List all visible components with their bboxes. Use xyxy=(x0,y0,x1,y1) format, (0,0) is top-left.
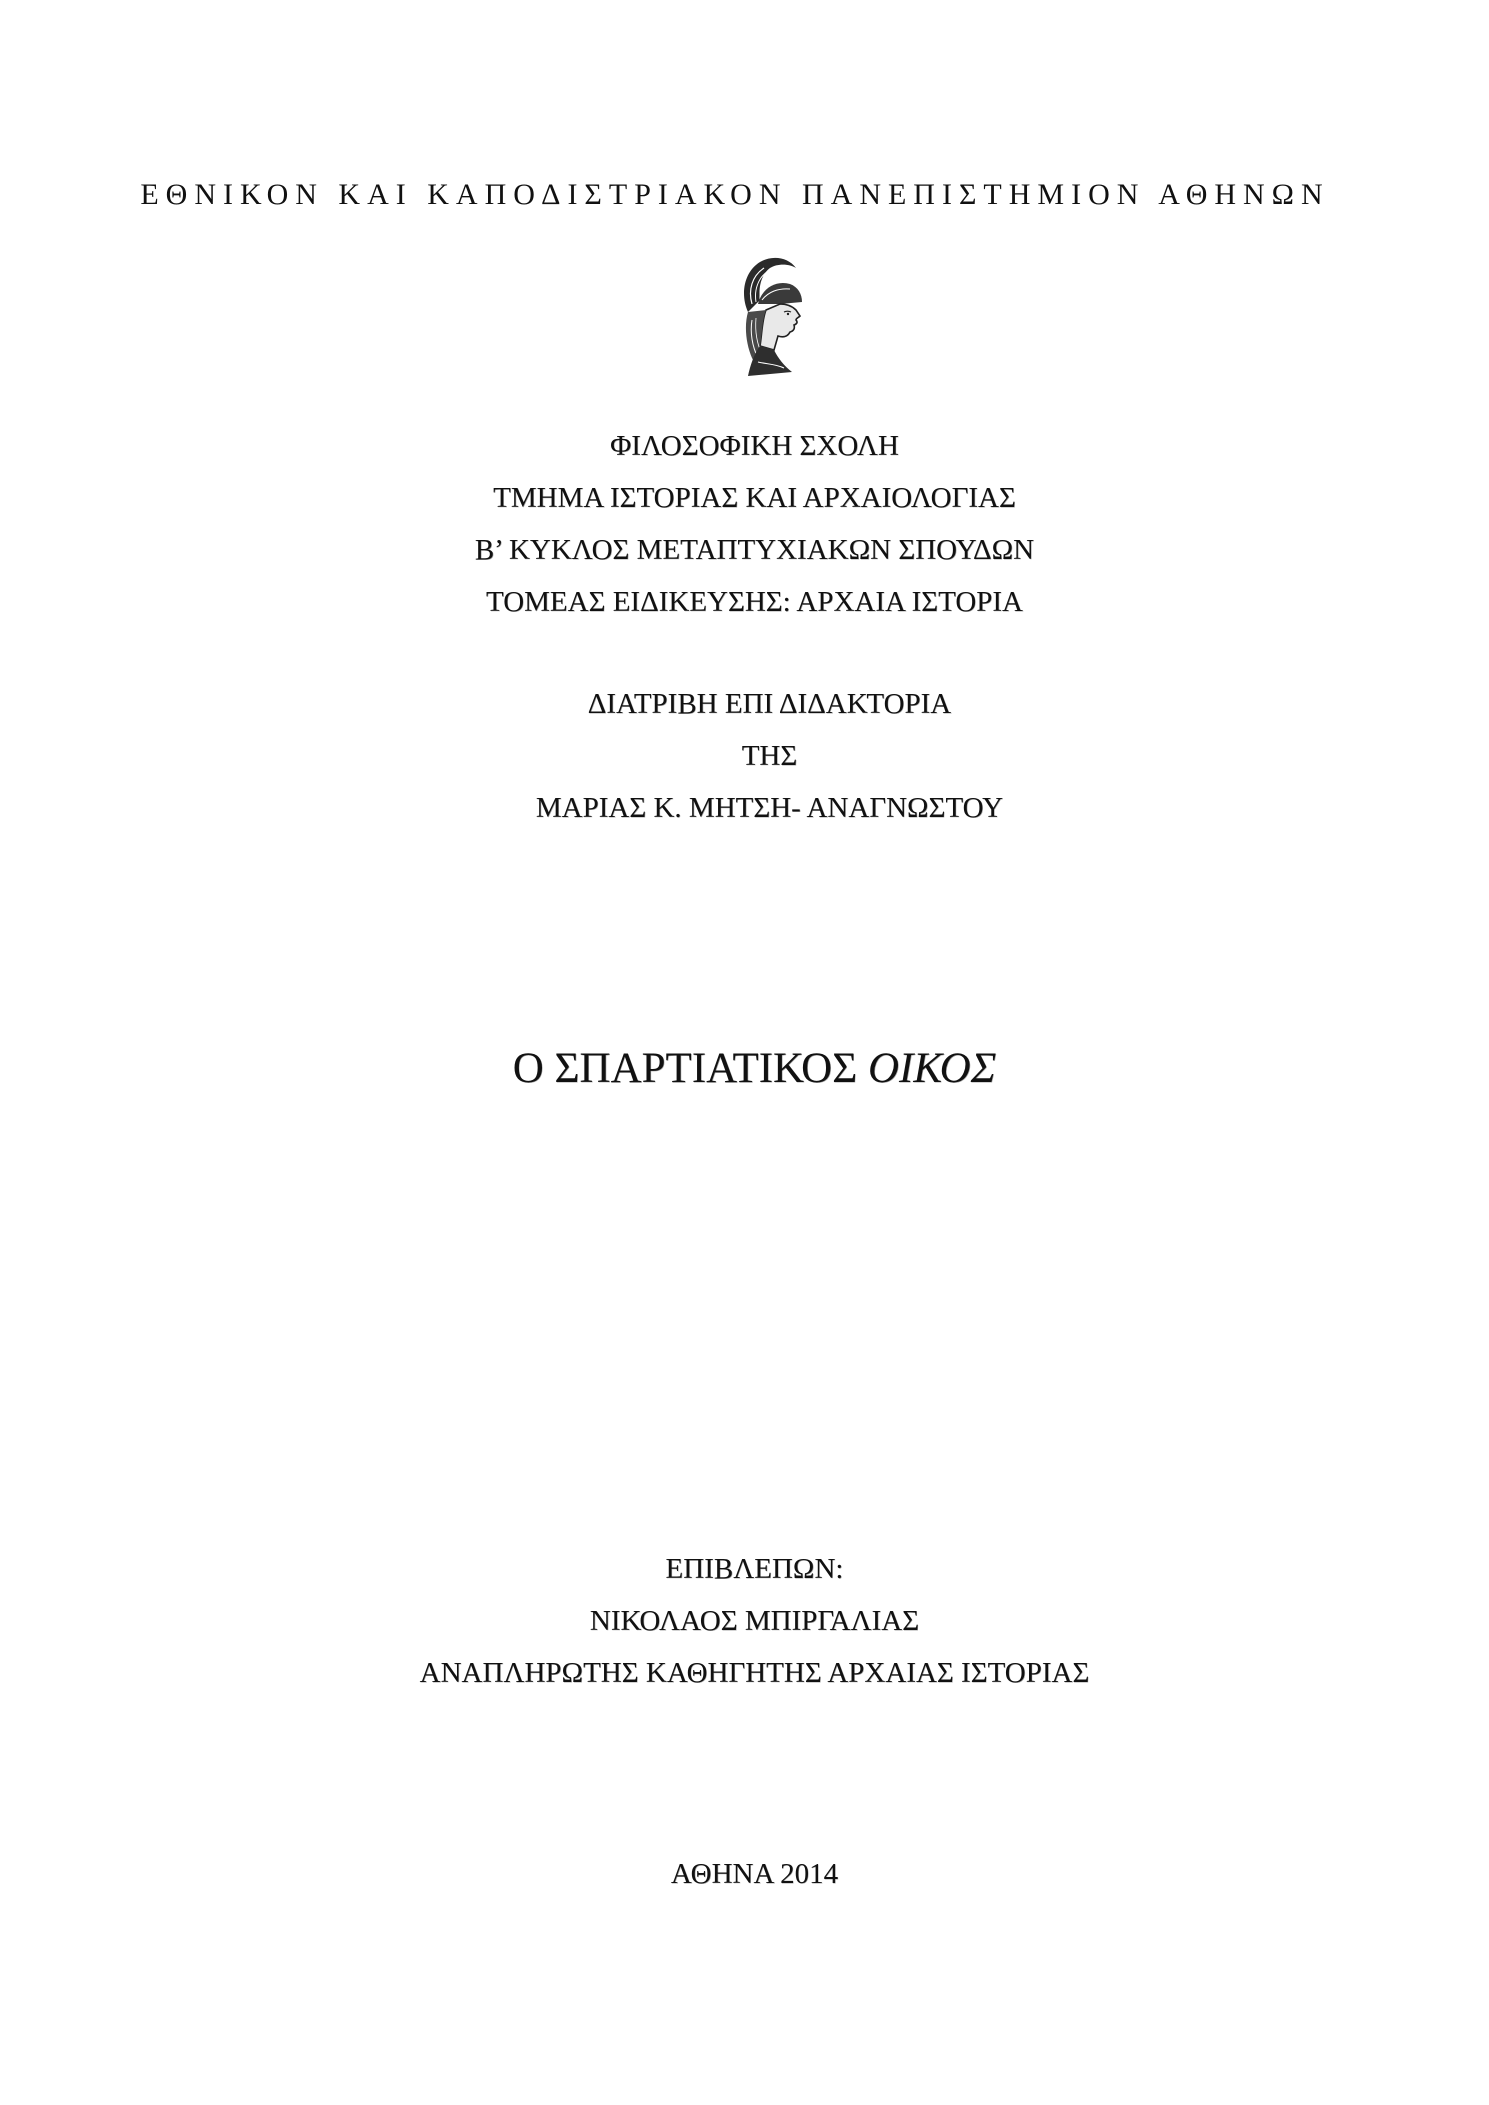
thesis-title xyxy=(0,1047,1489,1090)
thesis-of: ΤΗΣ xyxy=(741,740,798,772)
supervisor-name: ΝΙΚΟΛΑΟΣ ΜΠΙΡΓΑΛΙΑΣ xyxy=(589,1605,920,1637)
thesis-author: ΜΑΡΙΑΣ Κ. ΜΗΤΣΗ- ΑΝΑΓΝΩΣΤΟΥ xyxy=(535,792,1004,824)
faculty-cycle: Β’ ΚΥΚΛΟΣ ΜΕΤΑΠΤΥΧΙΑΚΩΝ ΣΠΟΥΔΩΝ xyxy=(474,534,1035,566)
athena-head-emblem-icon xyxy=(718,254,814,380)
thesis-title-italic: ΟΙΚΟΣ xyxy=(867,1045,997,1092)
faculty-school: ΦΙΛΟΣΟΦΙΚΗ ΣΧΟΛΗ xyxy=(610,430,899,462)
thesis-title-main: Ο ΣΠΑΡΤΙΑΤΙΚΟΣ xyxy=(512,1045,868,1092)
supervisor-label: ΕΠΙΒΛΕΠΩΝ: xyxy=(665,1553,844,1585)
supervisor-position: ΑΝΑΠΛΗΡΩΤΗΣ ΚΑΘΗΓΗΤΗΣ ΑΡΧΑΙΑΣ ΙΣΤΟΡΙΑΣ xyxy=(419,1657,1090,1689)
faculty-department: ΤΜΗΜΑ ΙΣΤΟΡΙΑΣ ΚΑΙ ΑΡΧΑΙΟΛΟΓΙΑΣ xyxy=(493,482,1016,514)
place-year: ΑΘΗΝΑ 2014 xyxy=(670,1858,839,1890)
faculty-specialization: ΤΟΜΕΑΣ ΕΙΔΙΚΕΥΣΗΣ: ΑΡΧΑΙΑ ΙΣΤΟΡΙΑ xyxy=(486,586,1023,618)
university-name: ΕΘΝΙΚΟΝ ΚΑΙ ΚΑΠΟΔΙΣΤΡΙΑΚΟΝ ΠΑΝΕΠΙΣΤΗΜΙΟΝ ΑΘΗΝΩΝ xyxy=(140,178,1330,211)
thesis-type: ΔΙΑΤΡΙΒΗ ΕΠΙ ΔΙΔΑΚΤΟΡΙΑ xyxy=(587,688,952,720)
